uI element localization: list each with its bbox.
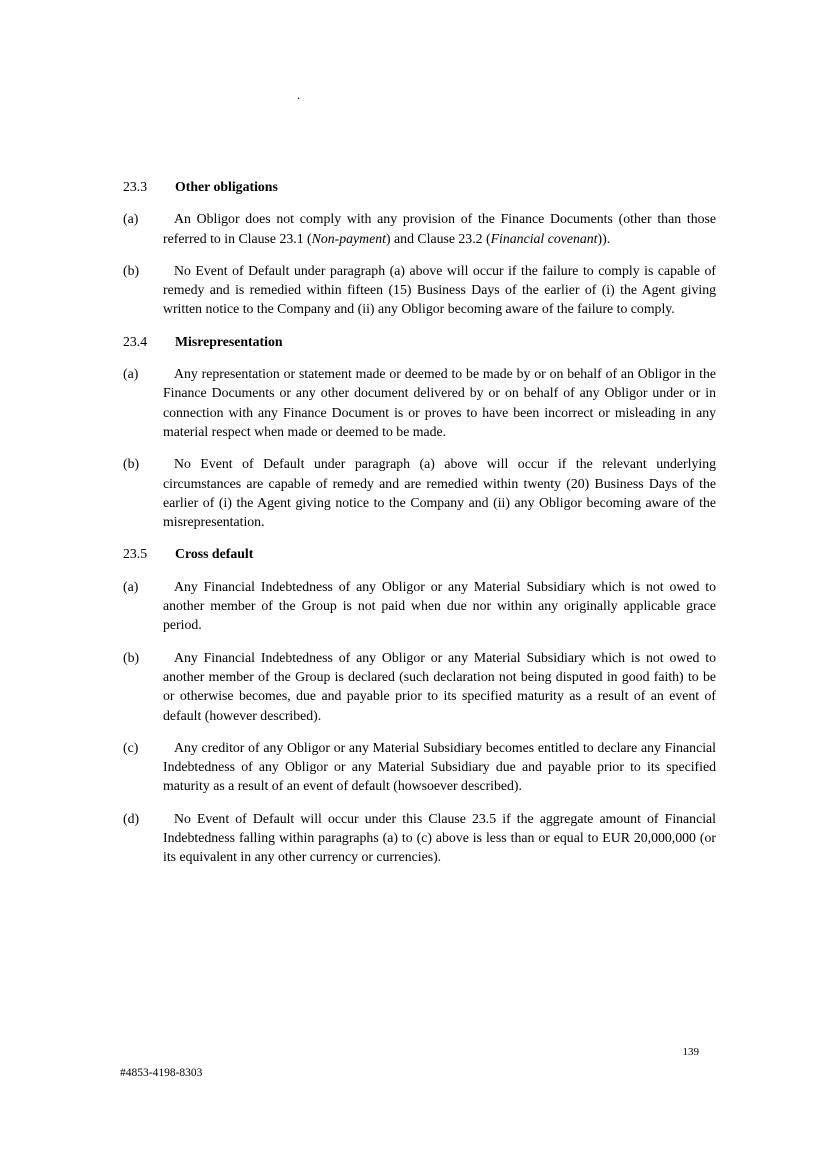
section-misrepresentation (123, 332, 716, 532)
paragraph (123, 454, 716, 531)
section-heading (123, 544, 716, 563)
section-title: Cross default (175, 546, 254, 562)
paragraph-text: No Event of Default under paragraph (a) above will occur if the failure to comply is capable of remedy and is remedied within fifteen (15) Business Days of the earlier of (i) the Agent giving written notice to the Company and (ii) any Obligor becoming aware of the failure to comply. (163, 262, 716, 317)
text-run: ) and Clause 23.2 ( (386, 230, 491, 246)
paragraph-label: (a) (123, 211, 139, 227)
paragraph (123, 364, 716, 441)
italic-text-run: Non-payment (311, 230, 386, 246)
paragraph-label: (a) (123, 578, 139, 594)
paragraph-label: (a) (123, 366, 139, 382)
paragraph-text: No Event of Default under paragraph (a) above will occur if the relevant underlying circumstances are capable of remedy and are remedied within twenty (20) Business Days of the earlier of (i) the Agent giving notice to the Company and (ii) any Obligor becoming aware of the misrepresentation. (163, 456, 716, 530)
paragraph-text: Any creditor of any Obligor or any Material Subsidiary becomes entitled to declare any Financial Indebtedness of any Obligor or any Material Subsidiary due and payable prior to its specified maturity as a result of an event of default (howsoever described). (163, 739, 716, 794)
paragraph-text: Any representation or statement made or deemed to be made by or on behalf of an Obligor in the Finance Documents or any other document delivered by or on behalf of any Obligor under or in connection with any Finance Document is or proves to have been incorrect or misleading in any material respect when made or deemed to be made. (163, 366, 716, 439)
paragraph-text: Any Financial Indebtedness of any Obligor or any Material Subsidiary which is not owed to another member of the Group is declared (such declaration not being disputed in good faith) to be or otherwise becomes, due and payable prior to its specified maturity as a result of an event of default (however described). (163, 649, 716, 723)
paragraph (123, 577, 716, 635)
paragraph-label: (b) (123, 649, 140, 665)
section-other-obligations (123, 177, 716, 319)
section-heading (123, 332, 716, 351)
paragraph-label: (d) (123, 810, 140, 826)
paragraph-text: No Event of Default will occur under this Clause 23.5 if the aggregate amount of Financial Indebtedness falling within paragraphs (a) to (c) above is less than or equal to EUR 20,000,000 (or its equivalent in any other currency or currencies). (163, 810, 716, 865)
section-cross-default (123, 544, 716, 866)
paragraph (123, 809, 716, 867)
section-title: Other obligations (175, 179, 278, 194)
document-content (123, 177, 716, 880)
paragraph-text (163, 209, 716, 248)
paragraph-label: (c) (123, 739, 139, 755)
paragraph (123, 209, 716, 248)
paragraph (123, 738, 716, 796)
text-run: )). (597, 230, 611, 246)
document-reference-number: #4853-4198-8303 (120, 1067, 203, 1079)
italic-text-run: Financial covenant (490, 230, 598, 246)
section-heading (123, 177, 716, 196)
paragraph (123, 261, 716, 319)
page-number: 139 (682, 1046, 699, 1058)
text-run: An Obligor does not comply with any provision of the Finance Documents (other than those referred to in Clause 23.1 ( (163, 211, 716, 246)
section-number: 23.4 (123, 333, 148, 349)
section-number: 23.5 (123, 546, 148, 562)
section-number: 23.3 (123, 179, 148, 194)
paragraph-label: (b) (123, 262, 140, 278)
stray-mark: . (297, 87, 301, 102)
paragraph-label: (b) (123, 456, 140, 472)
paragraph-text: Any Financial Indebtedness of any Obligor or any Material Subsidiary which is not owed to another member of the Group is not paid when due nor within any originally applicable grace period. (163, 578, 716, 633)
paragraph (123, 648, 716, 725)
section-title: Misrepresentation (175, 333, 283, 349)
